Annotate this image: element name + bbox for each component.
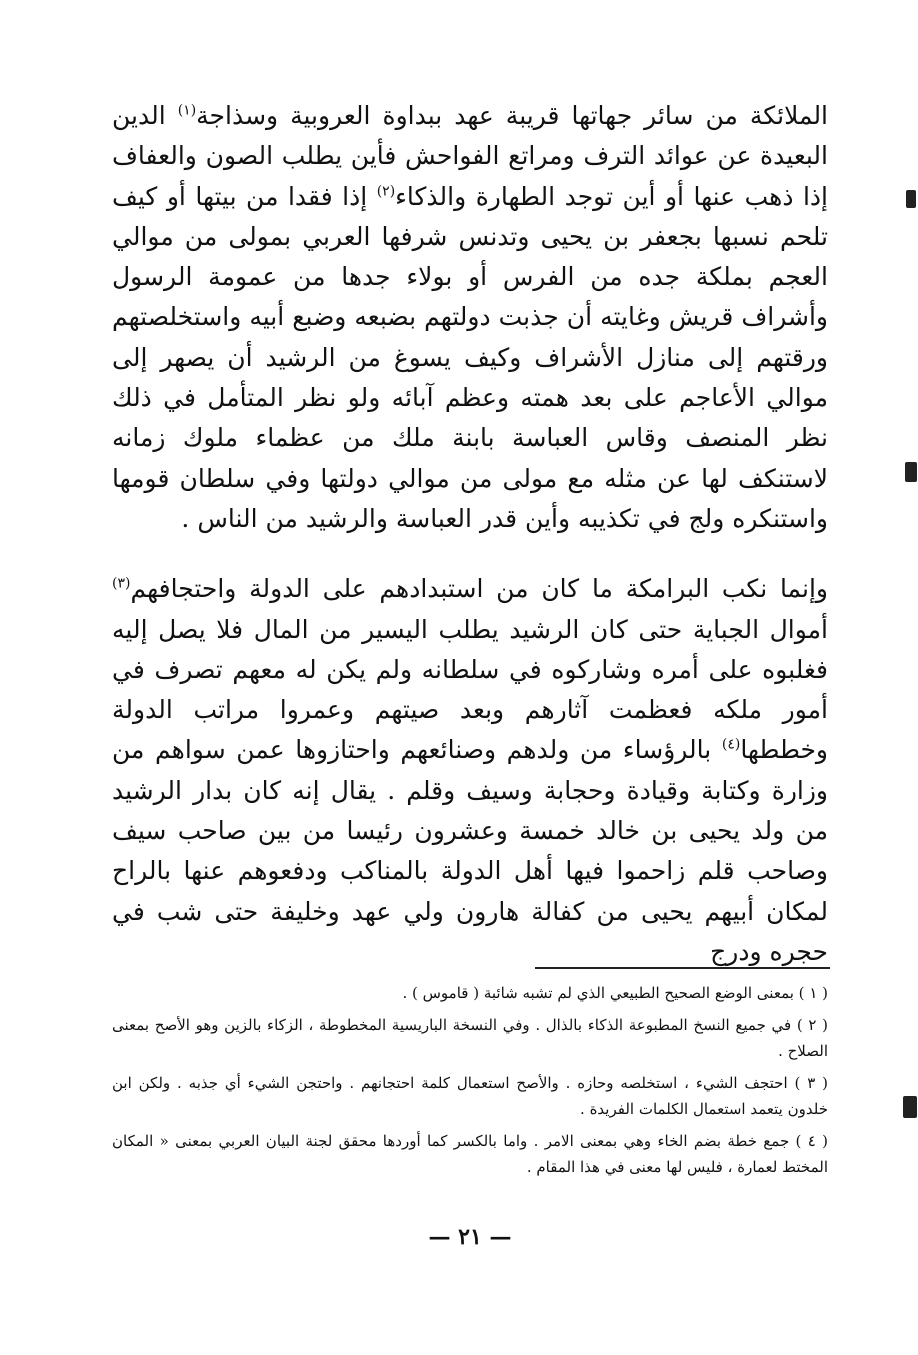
scan-mark-middle (905, 462, 917, 482)
footnote-4: ( ٤ ) جمع خطة بضم الخاء وهي بمعنى الامر . واما بالكسر كما أوردها محقق لجنة البيان العربي بمعنى « المكان المختط لعمارة ، فليس لها معنى في هذا المقام . (112, 1132, 828, 1176)
footnote-ref-2: (٢) (376, 183, 396, 200)
footnote-1: ( ١ ) بمعنى الوضع الصحيح الطبيعي الذي لم تشبه شائبة ( قاموس ) . (402, 984, 828, 1002)
page-number: — ٢١ — (428, 1224, 512, 1250)
footnote-2: ( ٢ ) في جميع النسخ المطبوعة الذكاء بالذال . وفي النسخة الباريسية المخطوطة ، الزكاء بالزين وهو الأصح بمعنى الصلاح . (112, 1016, 828, 1060)
footnote-3: ( ٣ ) احتجف الشيء ، استخلصه وحازه . والأصح استعمال كلمة احتجانهم . واحتجن الشيء أي جذبه . ولكن ابن خلدون يتعمد استعمال الكلمات الفريدة . (112, 1074, 829, 1118)
footnote-ref-4: (٤) (721, 737, 741, 754)
scan-mark-top (906, 190, 916, 208)
main-text (112, 96, 828, 972)
paragraph-2: وإنما نكب البرامكة ما كان من استبدادهم على الدولة واحتجافهم$^{(٣)}$ أموال الجباية حتى كان الرشيد يطلب اليسير من المال فلا يصل إليه فغلبوه على أمره وشاركوه في سلطانه ولم يكن له معهم تصرف في أمور ملكه فعظمت آثارهم وبعد صيتهم وعمروا مراتب الدولة وخططها$^{(٤)}$ بالرؤساء من ولدهم وصنائعهم واحتازوها عمن سواهم من وزارة وكتابة وقيادة وحجابة وسيف وقلم . يقال إنه كان بدار الرشيد من ولد يحيى بن خالد خمسة وعشرون رئيسا من بين صاحب سيف وصاحب قلم زاحموا فيها أهل الدولة بالمناكب ودفعوهم عنها بالراح لمكان أبيهم يحيى من كفالة هارون ولي عهد وخليفة حتى شب في حجره ودرج (112, 574, 828, 966)
footnote-ref-3: (٣) (112, 575, 131, 592)
scan-mark-bottom (903, 1096, 917, 1118)
footnotes (112, 980, 828, 1186)
footnote-separator (535, 967, 830, 969)
paragraph-1: الملائكة من سائر جهاتها قريبة عهد ببداوة العروبية وسذاجة$^{(١)}$ الدين البعيدة عن عوائد الترف ومراتع الفواحش فأين يطلب الصون والعفاف إذا ذهب عنها أو أين توجد الطهارة والذكاء$^{(٢)}$ إذا فقدا من بيتها أو كيف تلحم نسبها بجعفر بن يحيى وتدنس شرفها العربي بمولى من موالي العجم بملكة جده من الفرس أو بولاء جدها من عمومة الرسول وأشراف قريش وغايته أن جذبت دولتهم بضبعه وضبع أبيه واستخلصتهم ورقتهم إلى منازل الأشراف وكيف يسوغ من الرشيد أن يصهر إلى موالي الأعاجم على بعد همته وعظم آبائه ولو نظر المتأمل في ذلك نظر المنصف وقاس العباسة بابنة ملك من عظماء ملوك زمانه لاستنكف لها عن مثله مع مولى من موالي دولتها وفي سلطان قومها واستنكره ولج في تكذيبه وأين قدر العباسة والرشيد من الناس . (112, 101, 829, 533)
footnote-ref-1: (١) (177, 102, 197, 119)
